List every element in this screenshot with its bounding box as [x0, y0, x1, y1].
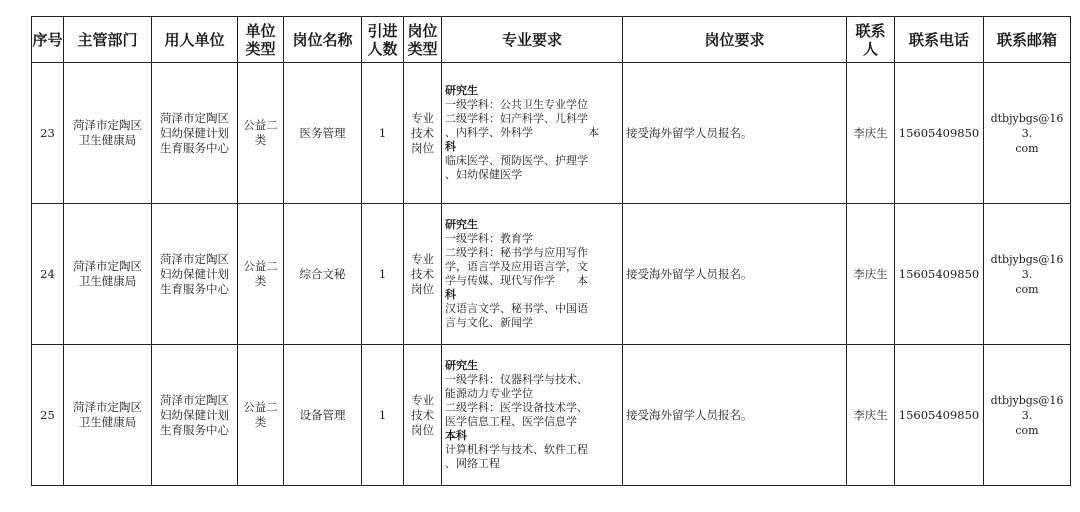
header-contact-line2: 人	[862, 39, 878, 58]
unit-type-line: 公益二	[243, 400, 278, 414]
header-employer: 用人单位	[152, 17, 238, 63]
employer-line: 生育服务中心	[160, 140, 229, 155]
employer-line: 菏泽市定陶区	[160, 110, 229, 125]
major-req-line: 医学信息工程、医学信息学	[445, 415, 577, 428]
post-type-line: 岗位	[411, 422, 434, 437]
cell-post-type	[404, 63, 442, 204]
cell-seq: 23	[32, 63, 64, 204]
employer-line: 菏泽市定陶区	[160, 392, 229, 407]
header-unit-type-line1: 单位	[245, 21, 276, 40]
post-type-line: 岗位	[411, 281, 434, 296]
cell-hires: 1	[362, 63, 404, 204]
major-req-line: 科	[445, 288, 456, 301]
header-post-name: 岗位名称	[284, 17, 362, 63]
email-line: dtbjybgs@163.	[990, 393, 1064, 422]
cell-contact: 李庆生	[847, 345, 895, 486]
cell-phone: 15605409850	[895, 204, 984, 345]
cell-unit-type	[238, 63, 284, 204]
dept-line: 卫生健康局	[78, 274, 137, 288]
employer-line: 生育服务中心	[160, 422, 229, 437]
unit-type-line: 类	[254, 133, 267, 147]
major-req-line: 一级学科：教育学	[445, 232, 533, 245]
unit-type-line: 公益二	[243, 118, 278, 132]
cell-post-req: 接受海外留学人员报名。	[623, 63, 847, 204]
cell-phone: 15605409850	[895, 345, 984, 486]
cell-post-type	[404, 345, 442, 486]
table-row	[32, 345, 1071, 486]
major-req-line: 汉语言文学、秘书学、中国语	[445, 302, 588, 315]
header-row	[32, 17, 1071, 63]
cell-contact: 李庆生	[847, 63, 895, 204]
cell-department	[64, 204, 152, 345]
unit-type-line: 类	[254, 415, 267, 429]
employer-line: 妇幼保健计划	[160, 125, 229, 140]
email-line: com	[1015, 282, 1039, 296]
cell-employer	[152, 204, 238, 345]
major-req-line: 一级学科：公共卫生专业学位	[445, 98, 588, 111]
major-req-line: 二级学科：秘书学与应用写作	[445, 246, 588, 259]
post-type-line: 专业	[411, 110, 434, 125]
header-hires-line1: 引进	[367, 21, 398, 40]
major-req-line: 能源动力专业学位	[445, 387, 533, 400]
cell-unit-type	[238, 345, 284, 486]
post-type-line: 岗位	[411, 140, 434, 155]
cell-email	[984, 204, 1071, 345]
table-row	[32, 204, 1071, 345]
cell-seq: 25	[32, 345, 64, 486]
major-req-line: 学，语言学及应用语言学，文	[445, 260, 588, 273]
major-req-line: 学与传媒、现代写作学 本	[445, 274, 588, 287]
major-req-line: 计算机科学与技术、软件工程	[445, 443, 588, 456]
cell-department	[64, 63, 152, 204]
recruitment-table	[31, 16, 1071, 486]
cell-department	[64, 345, 152, 486]
major-req-line: 一级学科：仪器科学与技术、	[445, 373, 588, 386]
major-req-line: 二级学科：妇产科学、儿科学	[445, 112, 588, 125]
email-line: dtbjybgs@163.	[990, 252, 1064, 281]
unit-type-line: 类	[254, 274, 267, 288]
header-hires-line2: 人数	[367, 39, 398, 58]
cell-unit-type	[238, 204, 284, 345]
cell-major-req	[442, 345, 623, 486]
header-department: 主管部门	[64, 17, 152, 63]
cell-hires: 1	[362, 204, 404, 345]
header-post-req: 岗位要求	[623, 17, 847, 63]
major-req-line: 临床医学、预防医学、护理学	[445, 154, 588, 167]
table-row	[32, 63, 1071, 204]
header-hires	[362, 17, 404, 63]
header-post-type	[404, 17, 442, 63]
dept-line: 菏泽市定陶区	[73, 400, 142, 414]
post-type-line: 技术	[411, 266, 434, 281]
cell-major-req	[442, 63, 623, 204]
employer-line: 妇幼保健计划	[160, 266, 229, 281]
dept-line: 菏泽市定陶区	[73, 259, 142, 273]
post-type-line: 专业	[411, 392, 434, 407]
employer-line: 妇幼保健计划	[160, 407, 229, 422]
major-req-line: 言与文化、新闻学	[445, 316, 533, 329]
email-line: dtbjybgs@163.	[990, 111, 1064, 140]
major-req-line: 本科	[445, 429, 467, 442]
major-req-line: 研究生	[445, 359, 478, 372]
cell-post-name: 设备管理	[284, 345, 362, 486]
dept-line: 卫生健康局	[78, 133, 137, 147]
major-req-line: 科	[445, 140, 456, 153]
header-phone: 联系电话	[895, 17, 984, 63]
post-type-line: 技术	[411, 125, 434, 140]
cell-post-name: 医务管理	[284, 63, 362, 204]
cell-email	[984, 63, 1071, 204]
cell-seq: 24	[32, 204, 64, 345]
major-req-line: 研究生	[445, 84, 478, 97]
header-unit-type	[238, 17, 284, 63]
header-contact-line1: 联系	[855, 21, 886, 40]
cell-phone: 15605409850	[895, 63, 984, 204]
dept-line: 卫生健康局	[78, 415, 137, 429]
cell-email	[984, 345, 1071, 486]
dept-line: 菏泽市定陶区	[73, 118, 142, 132]
cell-contact: 李庆生	[847, 204, 895, 345]
cell-post-req: 接受海外留学人员报名。	[623, 204, 847, 345]
header-post-type-line2: 类型	[407, 39, 438, 58]
cell-post-name: 综合文秘	[284, 204, 362, 345]
header-email: 联系邮箱	[984, 17, 1071, 63]
email-line: com	[1015, 141, 1039, 155]
header-seq: 序号	[32, 17, 64, 63]
header-major-req: 专业要求	[442, 17, 623, 63]
post-type-line: 专业	[411, 251, 434, 266]
cell-post-req: 接受海外留学人员报名。	[623, 345, 847, 486]
major-req-line: 、内科学、外科学 本	[445, 126, 599, 139]
cell-employer	[152, 63, 238, 204]
header-post-type-line1: 岗位	[407, 21, 438, 40]
header-unit-type-line2: 类型	[245, 39, 276, 58]
major-req-line: 研究生	[445, 218, 478, 231]
unit-type-line: 公益二	[243, 259, 278, 273]
major-req-line: 二级学科：医学设备技术学、	[445, 401, 588, 414]
cell-major-req	[442, 204, 623, 345]
major-req-line: 、网络工程	[445, 457, 500, 470]
cell-hires: 1	[362, 345, 404, 486]
employer-line: 菏泽市定陶区	[160, 251, 229, 266]
employer-line: 生育服务中心	[160, 281, 229, 296]
cell-employer	[152, 345, 238, 486]
cell-post-type	[404, 204, 442, 345]
major-req-line: 、妇幼保健医学	[445, 168, 522, 181]
email-line: com	[1015, 423, 1039, 437]
post-type-line: 技术	[411, 407, 434, 422]
header-contact	[847, 17, 895, 63]
